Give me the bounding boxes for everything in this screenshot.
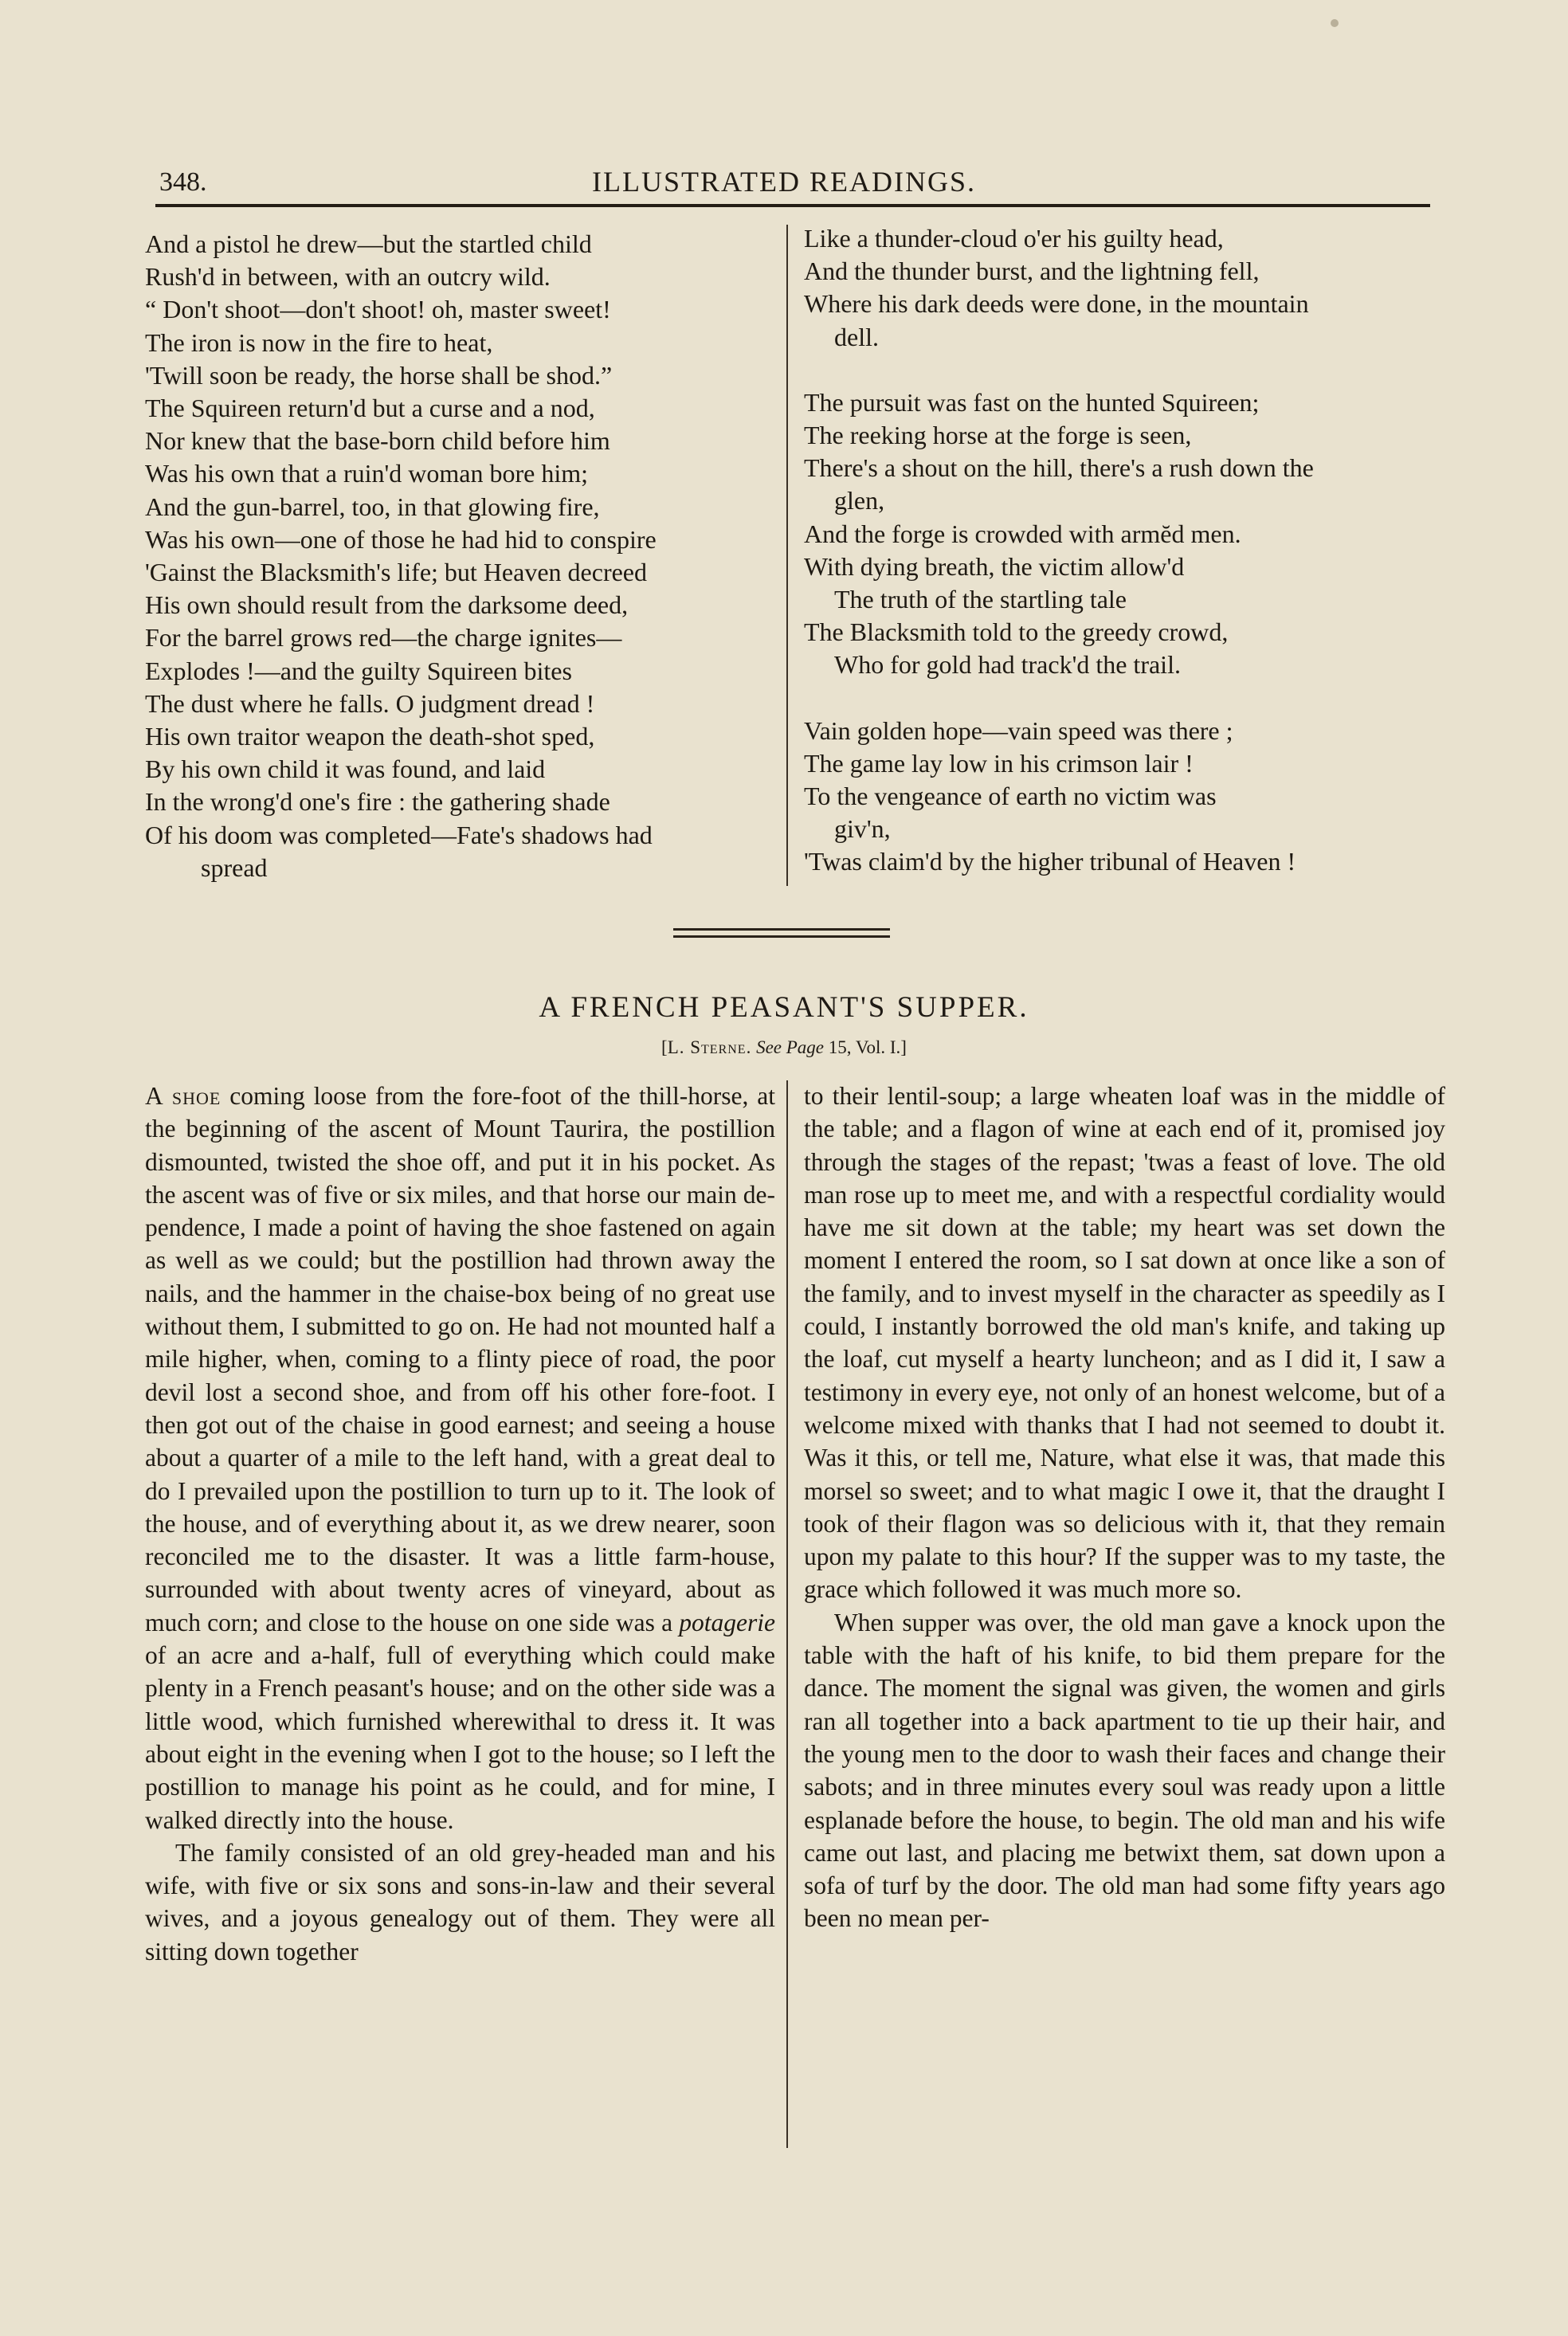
- poem-line: Explodes !—and the guilty Squireen bites: [145, 656, 572, 685]
- poem-line: The iron is now in the fire to heat,: [145, 327, 493, 357]
- poem-line: His own traitor weapon the death-shot sped,: [145, 722, 595, 751]
- stanza-break: [804, 354, 1453, 386]
- poem-line: The Blacksmith told to the greedy crowd,: [804, 617, 1229, 647]
- poem-line: By his own child it was found, and laid: [145, 754, 546, 784]
- attribution-see: See Page: [756, 1037, 825, 1057]
- poem-line: With dying breath, the victim allow'd: [804, 551, 1185, 581]
- poem-line: And the forge is crowded with armĕd men.: [804, 519, 1241, 548]
- poem-line: Who for gold had track'd the trail.: [834, 650, 1181, 680]
- poem-line: And a pistol he drew—but the startled child: [145, 229, 592, 258]
- poem-column-divider: [786, 225, 788, 886]
- poem-line: Vain golden hope—vain speed was there ;: [804, 715, 1233, 745]
- paper-speck: [1331, 19, 1339, 27]
- poem-line: dell.: [834, 322, 879, 351]
- poem-line: There's a shout on the hill, there's a rush down the: [804, 453, 1314, 483]
- poem-right-column: [804, 222, 1453, 879]
- paragraph: When supper was over, the old man gave a knock upon the table with the haft of his knife, to bid them prepare for the dance. The moment the signal was given, the women and girls ran all together into a back apartment to tie up their hair, and the young men to the door to wash their faces and change their sabots; and in three minutes every soul was ready upon a little esplanade before the house, to begin. The old man and his wife came out last, and placing me betwixt them, sat down upon a sofa of turf by the door. The old man had some fifty years ago been no mean per-: [804, 1608, 1445, 1933]
- stanza-break: [804, 682, 1453, 715]
- poem-line: Like a thunder-cloud o'er his guilty head,: [804, 224, 1224, 253]
- poem-line: His own should result from the darksome deed,: [145, 590, 629, 620]
- poem-line: Nor knew that the base-born child before him: [145, 426, 610, 456]
- poem-line: The reeking horse at the forge is seen,: [804, 421, 1192, 450]
- article-title: A FRENCH PEASANT'S SUPPER.: [539, 991, 1029, 1024]
- poem-line: Of his doom was completed—Fate's shadows had: [145, 820, 653, 849]
- poem-line: And the gun-barrel, too, in that glowing fire,: [145, 492, 600, 521]
- poem-line: The pursuit was fast on the hunted Squireen;: [804, 387, 1260, 417]
- poem-line: 'Twas claim'd by the higher tribunal of Heaven !: [804, 847, 1296, 876]
- poem-line: giv'n,: [834, 814, 891, 844]
- poem-line: glen,: [834, 486, 885, 515]
- poem-line: Rush'd in between, with an outcry wild.: [145, 262, 551, 292]
- page-number: 348.: [159, 167, 207, 197]
- poem-line: The truth of the startling tale: [834, 585, 1127, 614]
- poem-line: And the thunder burst, and the lightning fell,: [804, 257, 1260, 286]
- poem-line: 'Twill soon be ready, the horse shall be shod.”: [145, 360, 613, 390]
- poem-line: For the barrel grows red—the charge ignites—: [145, 623, 622, 653]
- attribution-ref: 15, Vol. I.]: [828, 1037, 907, 1057]
- article-attribution: [L. Sterne. See Page 15, Vol. I.]: [661, 1037, 907, 1057]
- poem-line: Where his dark deeds were done, in the mountain: [804, 289, 1309, 319]
- poem-line: The game lay low in his crimson lair !: [804, 748, 1194, 778]
- poem-line: To the vengeance of earth no victim was: [804, 782, 1217, 811]
- article-column-divider: [786, 1080, 788, 2148]
- article-right-column: [804, 1080, 1445, 1935]
- running-title: ILLUSTRATED READINGS.: [592, 166, 976, 198]
- poem-left-column: [145, 228, 778, 884]
- poem-line: 'Gainst the Blacksmith's life; but Heaven decreed: [145, 558, 647, 587]
- poem-line: “ Don't shoot—don't shoot! oh, master sweet!: [145, 295, 611, 324]
- poem-line: Was his own that a ruin'd woman bore him;: [145, 459, 588, 488]
- header-rule: [155, 204, 1430, 207]
- article-left-column: [145, 1080, 775, 1968]
- poem-line: In the wrong'd one's fire : the gathering shade: [145, 787, 610, 817]
- poem-line: spread: [201, 852, 268, 882]
- paragraph: A shoe coming loose from the fore-foot of the thill-horse, at the beginning of the ascent of Mount Taurira, the postillion dismounted, twisted the shoe off, and put it in his pocket. As the ascent was of five or six miles, and that horse our main dependence, I made a point of having the shoe fastened on again as well as we could; but the postillion had thrown away the nails, and the hammer in the chaise-box being of no great use without them, I submitted to go on. He had not mounted half a mile higher, when, coming to a flinty piece of road, the poor devil lost a second shoe, and from off his other fore-foot. I then got out of the chaise in good earnest; and seeing a house about a quarter of a mile to the left hand, with a great deal to do I prevailed upon the postillion to turn up to it. The look of the house, and of everything about it, as we drew nearer, soon reconciled me to the disaster. It was a little farm-house, surrounded with about twenty acres of vineyard, about as much corn; and close to the house on one side was a potagerie of an acre and a-half, full of everything which could make plenty in a French peasant's house; and on the other side was a little wood, which furnished wherewithal to dress it. It was about eight in the evening when I got to the house; so I left the postillion to manage his point as he could, and for mine, I walked directly into the house.: [145, 1082, 775, 1834]
- paragraph: The family consisted of an old grey-headed man and his wife, with five or six sons and sons-in-law and their several wives, and a joyous genealogy out of them. They were all sitting down together: [145, 1838, 775, 1966]
- drop-lead: A shoe: [145, 1082, 221, 1110]
- poem-line: The Squireen return'd but a curse and a nod,: [145, 394, 595, 423]
- section-separator: [673, 928, 890, 938]
- attribution-author: L. Sterne.: [667, 1037, 752, 1057]
- poem-line: The dust where he falls. O judgment dread !: [145, 688, 595, 718]
- paragraph: to their lentil-soup; a large wheaten loaf was in the middle of the table; and a flagon of wine at each end of it, promised joy through the stages of the repast; 'twas a feast of love. The old man rose up to meet me, and with a respectful cordiality would have me sit down at the table; my heart was set down the moment I entered the room, so I sat down at once like a son of the family, and to invest myself in the character as speedily as I could, I instantly borrowed the old man's knife, and taking up the loaf, cut myself a hearty luncheon; and as I did it, I saw a testimony in every eye, not only of an honest welcome, but of a welcome mixed with thanks that I had not seemed to doubt it. Was it this, or tell me, Nature, what else it was, that made this morsel so sweet; and to what magic I owe it, that the draught I took of their flagon was so delicious with it, that they remain upon my palate to this hour? If the supper was to my taste, the grace which followed it was much more so.: [804, 1082, 1445, 1604]
- poem-line: Was his own—one of those he had hid to conspire: [145, 524, 657, 554]
